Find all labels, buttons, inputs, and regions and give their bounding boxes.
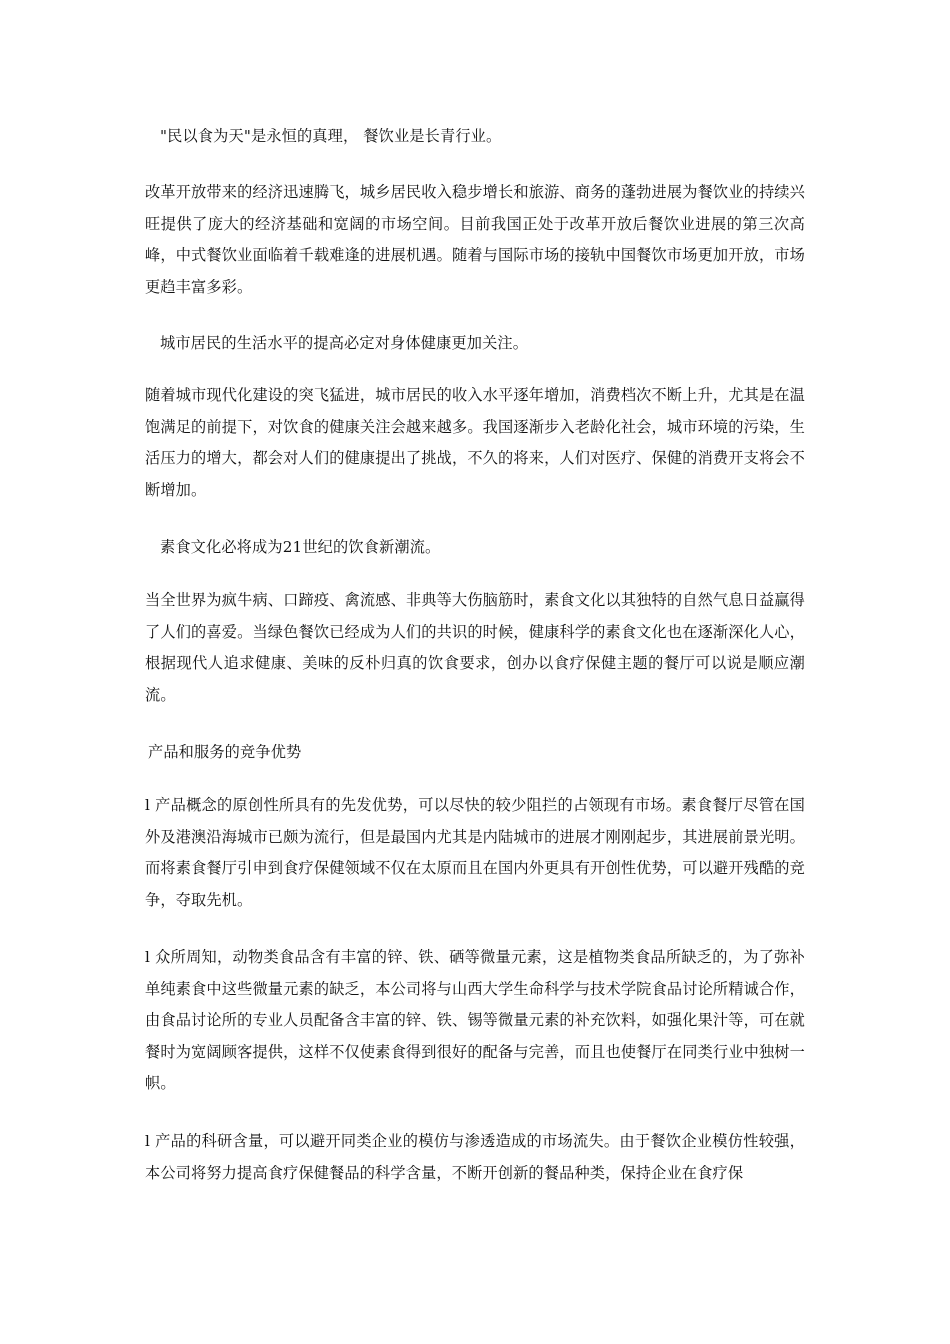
paragraph-vegetarian-culture: 当全世界为疯牛病、口蹄疫、禽流感、非典等大伤脑筋时，素食文化以其独特的自然气息日益赢得了人们的喜爱。当绿色餐饮已经成为人们的共识的时候，健康科学的素食文化也在逐渐深化人心，根据现代人追求健康、美味的反朴归真的饮食要求，创办以食疗保健主题的餐厅可以说是顺应潮流。 <box>145 591 805 704</box>
heading-health-concern: 城市居民的生活水平的提高必定对身体健康更加关注。 <box>160 334 529 352</box>
paragraph-trace-elements: l 众所周知，动物类食品含有丰富的锌、铁、硒等微量元素，这是植物类食品所缺乏的，为了弥补单纯素食中这些微量元素的缺乏，本公司将与山西大学生命科学与技术学院食品讨论所精诚合作，由食品讨论所的专业人员配备含丰富的锌、铁、锡等微量元素的补充饮料，如强化果汁等，可在就餐时为宽阔顾客提供，这样不仅使素食得到很好的配备与完善，而且也使餐厅在同类行业中独树一帜。 <box>145 948 805 1092</box>
paragraph-economic-growth: 改革开放带来的经济迅速腾飞，城乡居民收入稳步增长和旅游、商务的蓬勃进展为餐饮业的持续兴旺提供了庞大的经济基础和宽阔的市场空间。目前我国正处于改革开放后餐饮业进展的第三次高峰，中式餐饮业面临着千载难逢的进展机遇。随着与国际市场的接轨中国餐饮市场更加开放，市场更趋丰富多彩。 <box>145 183 805 296</box>
subheading-competitive-advantage: 产品和服务的竞争优势 <box>148 743 302 761</box>
paragraph-urban-income: 随着城市现代化建设的突飞猛进，城市居民的收入水平逐年增加，消费档次不断上升，尤其是在温饱满足的前提下，对饮食的健康关注会越来越多。我国逐渐步入老龄化社会，城市环境的污染，生活压力的增大，都会对人们的健康提出了挑战，不久的将来，人们对医疗、保健的消费开支将会不断增加。 <box>145 386 805 499</box>
heading-food-is-heaven: "民以食为天"是永恒的真理， 餐饮业是长青行业。 <box>160 127 502 145</box>
heading-vegetarian-trend: 素食文化必将成为21世纪的饮食新潮流。 <box>160 538 441 556</box>
paragraph-first-mover-advantage: l 产品概念的原创性所具有的先发优势，可以尽快的较少阻拦的占领现有市场。素食餐厅尽管在国外及港澳沿海城市已颇为流行，但是最国内尤其是内陆城市的进展才刚刚起步，其进展前景光明。而将素食餐厅引申到食疗保健领域不仅在太原而且在国内外更具有开创性优势，可以避开残酷的竞争，夺取先机。 <box>145 796 805 909</box>
paragraph-research-content: l 产品的科研含量，可以避开同类企业的模仿与渗透造成的市场流失。由于餐饮企业模仿性较强，本公司将努力提高食疗保健餐品的科学含量，不断开创新的餐品种类，保持企业在食疗保 <box>145 1132 805 1182</box>
